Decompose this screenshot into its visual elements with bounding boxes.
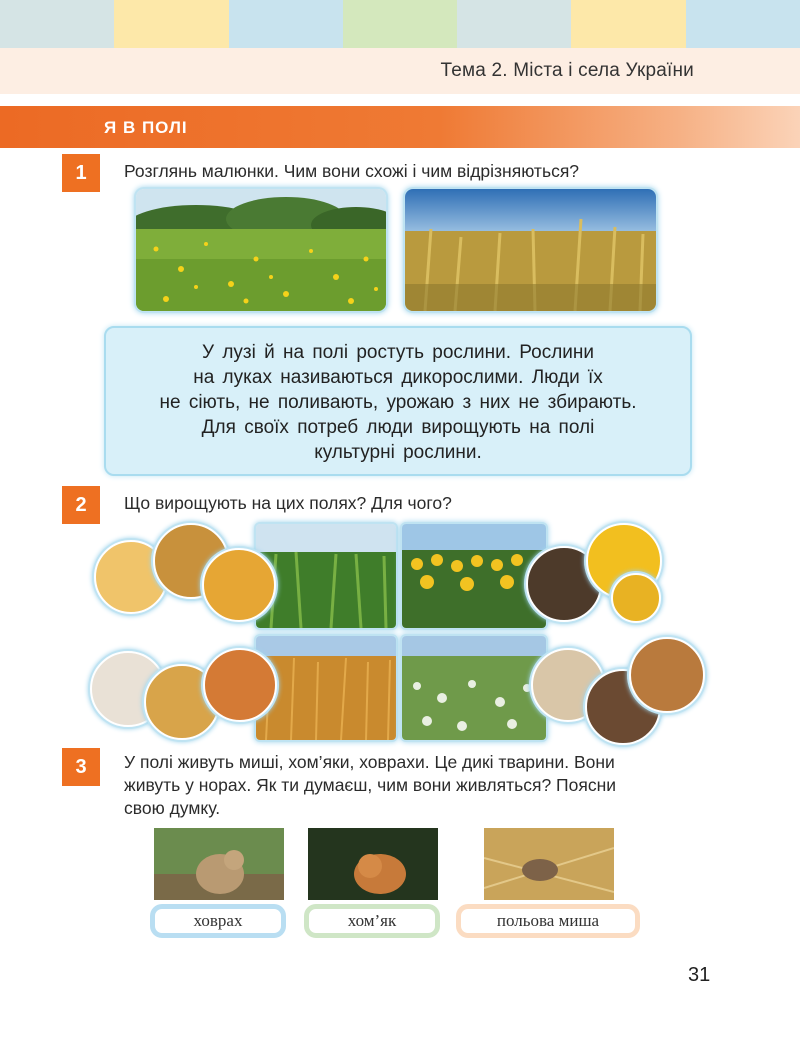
info-line: У лузі й на полі ростуть рослини. Рослини xyxy=(201,342,595,363)
task3-line: свою думку. xyxy=(124,798,221,818)
task3-question xyxy=(124,751,704,820)
info-line: культурні рослини. xyxy=(314,442,482,463)
task-number-badge: 2 xyxy=(62,486,100,524)
page-number: 31 xyxy=(688,964,711,986)
task-number-badge: 1 xyxy=(62,154,100,192)
info-line: на луках називаються дикорослими. Люди їх xyxy=(193,367,603,388)
wheat-field-photo-2 xyxy=(256,636,396,740)
meadow-photo xyxy=(136,189,386,311)
bread-image xyxy=(203,648,277,722)
color-strip xyxy=(0,0,800,48)
wheat-field-photo xyxy=(405,189,656,311)
corn-field-photo xyxy=(256,524,396,628)
animal-label: хом’як xyxy=(304,904,440,938)
strip-seg xyxy=(343,0,457,48)
strip-seg xyxy=(114,0,228,48)
task3-line: У полі живуть миші, хом’яки, ховрахи. Це дикі тварини. Вони xyxy=(124,752,615,772)
animal-label: ховрах xyxy=(150,904,286,938)
corn-oil-image xyxy=(202,548,276,622)
strip-seg xyxy=(686,0,800,48)
animal-label: польова миша xyxy=(456,904,640,938)
field-mouse-photo xyxy=(484,828,614,900)
task3-line: живуть у норах. Як ти думаєш, чим вони живляться? Поясни xyxy=(124,775,617,795)
strip-seg xyxy=(229,0,343,48)
hamster-photo xyxy=(308,828,438,900)
topic-title: Тема 2. Міста і села України xyxy=(440,60,694,81)
buckwheat-field-photo xyxy=(402,636,546,740)
info-box xyxy=(104,326,692,476)
gopher-photo xyxy=(154,828,284,900)
info-line: Для своїх потреб люди вирощують на полі xyxy=(201,417,595,438)
task2-question: Що вирощують на цих полях? Для чого? xyxy=(124,493,452,513)
info-line: не сіють, не поливають, урожаю з них не збирають. xyxy=(159,392,637,413)
strip-seg xyxy=(457,0,571,48)
task-number-badge: 3 xyxy=(62,748,100,786)
sunflower-field-photo xyxy=(402,524,546,628)
buckwheat-image xyxy=(629,637,705,713)
sunflower-oil-image xyxy=(611,573,661,623)
strip-seg xyxy=(0,0,114,48)
section-title: Я В ПОЛІ xyxy=(104,118,188,137)
task1-question: Розглянь малюнки. Чим вони схожі і чим відрізняються? xyxy=(124,161,580,181)
strip-seg xyxy=(571,0,685,48)
